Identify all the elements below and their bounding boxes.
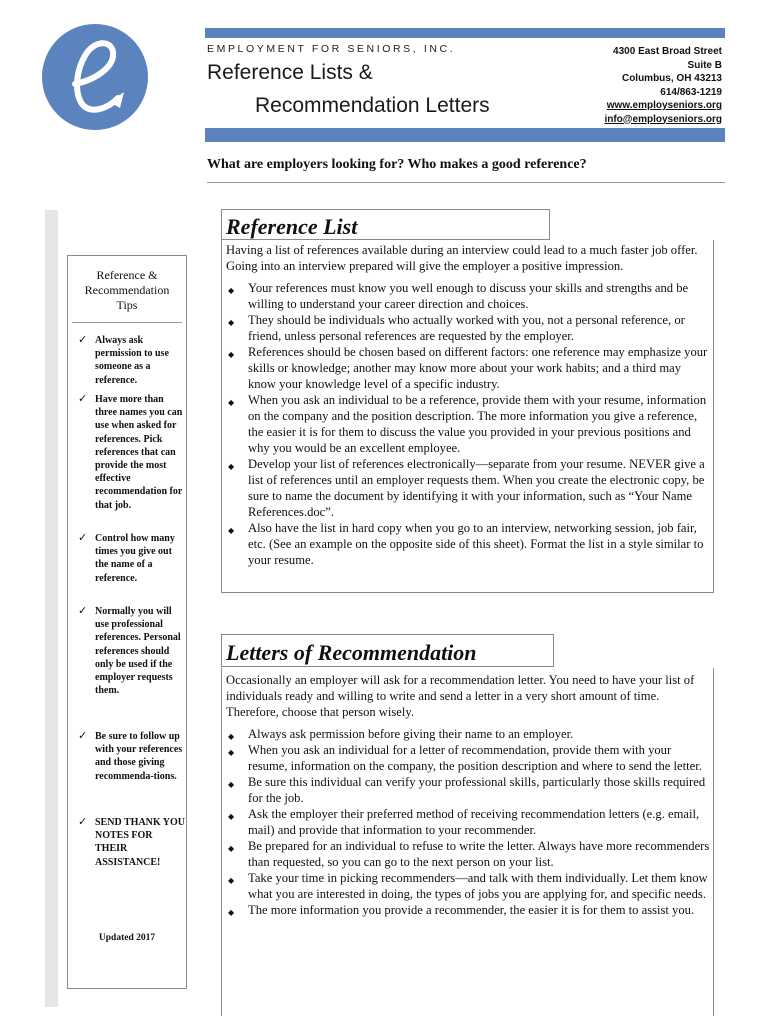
reference-list-heading: Reference List [221,209,550,240]
company-logo [40,22,150,132]
diamond-bullet-icon: ◆ [228,748,235,757]
diamond-bullet-icon: ◆ [228,876,235,885]
sidebar-divider [72,322,182,323]
list-item: ◆ References should be chosen based on different factors: one reference may emphasize your skills or knowledge; another may know more about your work habits; and a third may know your knowledge level of a specific industry. [228,345,708,391]
updated-date: Updated 2017 [98,933,156,943]
list-item: ◆ Take your time in picking recommenders—and talk with them individually. Let them know what you are interested in doing, the types of jobs you are applying for, and specific needs. [228,871,708,901]
list-item: ◆ Ask the employer their preferred method of receiving recommendation letters (e.g. email, mail) and provide that information to your recommender. [228,807,700,837]
list-item: ◆ Always ask permission before giving their name to an employer. [226,726,712,742]
diamond-bullet-icon: ◆ [228,526,235,535]
reference-list-intro: Having a list of references available during an interview could lead to a much faster job offer. Going into an interview prepared will give the employer a positive impression. [226,243,698,273]
list-item: ◆ Your references must know you well enough to discuss your skills and strengths and be willing to understand your career direction and choices. [228,281,689,311]
checkmark-icon: ✓ [78,605,88,617]
divider [207,182,725,183]
checkmark-icon: ✓ [78,816,88,828]
sidebar-title-line: Reference & [96,268,158,282]
checkmark-icon: ✓ [78,730,88,742]
list-item: ◆ Also have the list in hard copy when you go to an interview, networking session, job fair, etc. (See an example on the opposite side of this sheet). Format the list in a style similar to your resume. [228,521,704,567]
tip-item: ✓ SEND THANK YOU NOTES FOR THEIR ASSISTANCE! [78,816,186,868]
list-item: ◆ When you ask an individual for a letter of recommendation, provide them with your resume, information on the company, the position description and where to send the letter. [228,743,702,773]
sidebar-title-line: Recommendation [84,283,170,297]
address-phone: 614/863-1219 [660,86,722,98]
diamond-bullet-icon: ◆ [228,844,235,853]
tip-item: ✓ Always ask permission to use someone as a reference. [78,334,169,386]
tip-item: ✓ Be sure to follow up with your references and those giving recommenda-tions. [78,730,183,782]
diamond-bullet-icon: ◆ [228,732,235,741]
list-item: ◆ Be prepared for an individual to refuse to write the letter. Always have more recommenders than requested, so you can go to the next person on your list. [228,839,710,869]
recommendation-section [221,668,714,1016]
contact-address [604,45,722,126]
sidebar-shadow [45,210,58,1007]
diamond-bullet-icon: ◆ [228,350,235,359]
website-link[interactable]: www.employseniors.org [606,100,722,111]
checkmark-icon: ✓ [78,532,88,544]
address-city: Columbus, OH 43213 [621,73,722,84]
recommendation-bullets [226,726,712,918]
diamond-bullet-icon: ◆ [228,398,235,407]
tip-item: ✓ Have more than three names you can use when asked for references. Pick references that can provide the most effective recommendation for that job. [78,393,183,511]
list-item: ◆ The more information you provide a recommender, the easier it is for them to assist you. [226,902,712,918]
address-suite: Suite B [687,59,722,71]
page-title-line2: Recommendation Letters [255,94,490,117]
sidebar-title-line: Tips [116,298,138,312]
recommendation-intro: Occasionally an employer will ask for a recommendation letter. You need to have your list of individuals ready and willing to write and send a letter in a very short amount of time. Therefore, choose that person wisely. [226,673,695,719]
sidebar-title [68,268,186,313]
header-band-bottom [205,128,725,142]
checkmark-icon: ✓ [78,393,88,405]
checkmark-icon: ✓ [78,334,88,346]
diamond-bullet-icon: ◆ [228,318,235,327]
reference-list-bullets [226,280,712,568]
reference-list-section [221,240,714,593]
tip-item: ✓ Control how many times you give out the name of a reference. [78,532,175,584]
list-item: ◆ They should be individuals who actually worked with you, not a personal reference, or friend, unless personal references are requested by the employer. [228,313,685,343]
address-street: 4300 East Broad Street [613,46,722,57]
header-band-top [205,28,725,38]
tips-sidebar [67,255,187,989]
tip-item: ✓ Normally you will use professional references. Personal references should only be used if the employer requests them. [78,605,181,697]
recommendation-heading: Letters of Recommendation [221,634,554,667]
diamond-bullet-icon: ◆ [228,780,235,789]
list-item: ◆ Be sure this individual can verify your professional skills, particularly those skills required for the job. [228,775,706,805]
list-item: ◆ When you ask an individual to be a reference, provide them with your resume, information on the company and the position description. The more information you give a reference, the easier it is for them to discuss the value you provided in your previous positions and why you would be an excellent employee. [228,393,707,455]
diamond-bullet-icon: ◆ [228,812,235,821]
list-item: ◆ Develop your list of references electronically—separate from your resume. NEVER give a list of references until an employer requests them. When you create the electronic copy, be sure to name the document by identifying it with your information, such as “Your Name References.doc”. [228,457,705,519]
email-link[interactable]: info@employseniors.org [604,113,722,125]
tagline: What are employers looking for? Who makes a good reference? [207,157,587,172]
diamond-bullet-icon: ◆ [228,286,235,295]
page-title-line1: Reference Lists & [207,61,373,84]
diamond-bullet-icon: ◆ [228,908,235,917]
organization-name: EMPLOYMENT FOR SENIORS, INC. [207,43,456,55]
diamond-bullet-icon: ◆ [228,462,235,471]
